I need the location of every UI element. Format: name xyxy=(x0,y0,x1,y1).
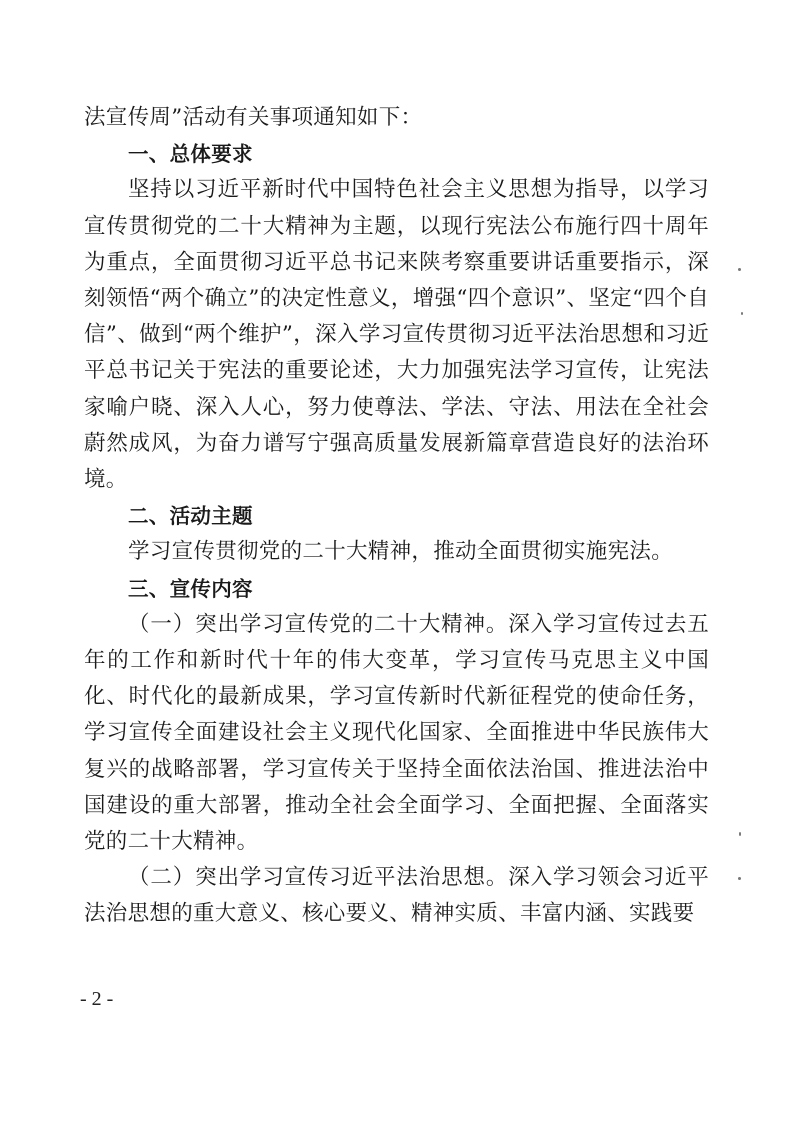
section-3-item-2: （二）突出学习宣传习近平法治思想。深入学习领会习近平法治思想的重大意义、核心要义、精神实质、丰富内涵、实践要 xyxy=(84,865,709,927)
section-3-item-1: （一）突出学习宣传党的二十大精神。深入学习宣传过去五年的工作和新时代十年的伟大变革，学习宣传马克思主义中国化、时代化的最新成果，学习宣传新时代新征程党的使命任务，学习宣传全面建设社会主义现代化国家、全面推进中华民族伟大复兴的战略部署，学习宣传关于坚持全面依法治国、推进法治中国建设的重大部署，推动全社会全面学习、全面把握、全面落实党的二十大精神。 xyxy=(84,611,709,855)
section-1-heading: 一、总体要求 xyxy=(128,142,253,167)
document-body xyxy=(84,100,709,933)
section-1-body: 坚持以习近平新时代中国特色社会主义思想为指导，以学习宣传贯彻党的二十大精神为主题，以现行宪法公布施行四十周年为重点，全面贯彻习近平总书记来陕考察重要讲话重要指示，深刻领悟“两个确立”的决定性意义，增强“四个意识”、坚定“四个自信”、做到“两个维护”，深入学习宣传贯彻习近平法治思想和习近平总书记关于宪法的重要论述，大力加强宪法学习宣传，让宪法家喻户晓、深入人心，努力使尊法、学法、守法、用法在全社会蔚然成风，为奋力谱写宁强高质量发展新篇章营造良好的法治环境。 xyxy=(84,177,709,493)
scan-speck xyxy=(738,268,741,271)
section-2-body: 学习宣传贯彻党的二十大精神，推动全面贯彻实施宪法。 xyxy=(128,539,674,565)
section-3-heading: 三、宣传内容 xyxy=(128,576,253,601)
scan-speck xyxy=(739,832,741,836)
page-number: - 2 - xyxy=(80,988,114,1010)
section-2-heading: 二、活动主题 xyxy=(128,504,253,529)
scan-speck xyxy=(738,877,741,880)
scan-speck xyxy=(741,312,743,315)
opening-line: 法宣传周”活动有关事项通知如下： xyxy=(84,105,423,130)
